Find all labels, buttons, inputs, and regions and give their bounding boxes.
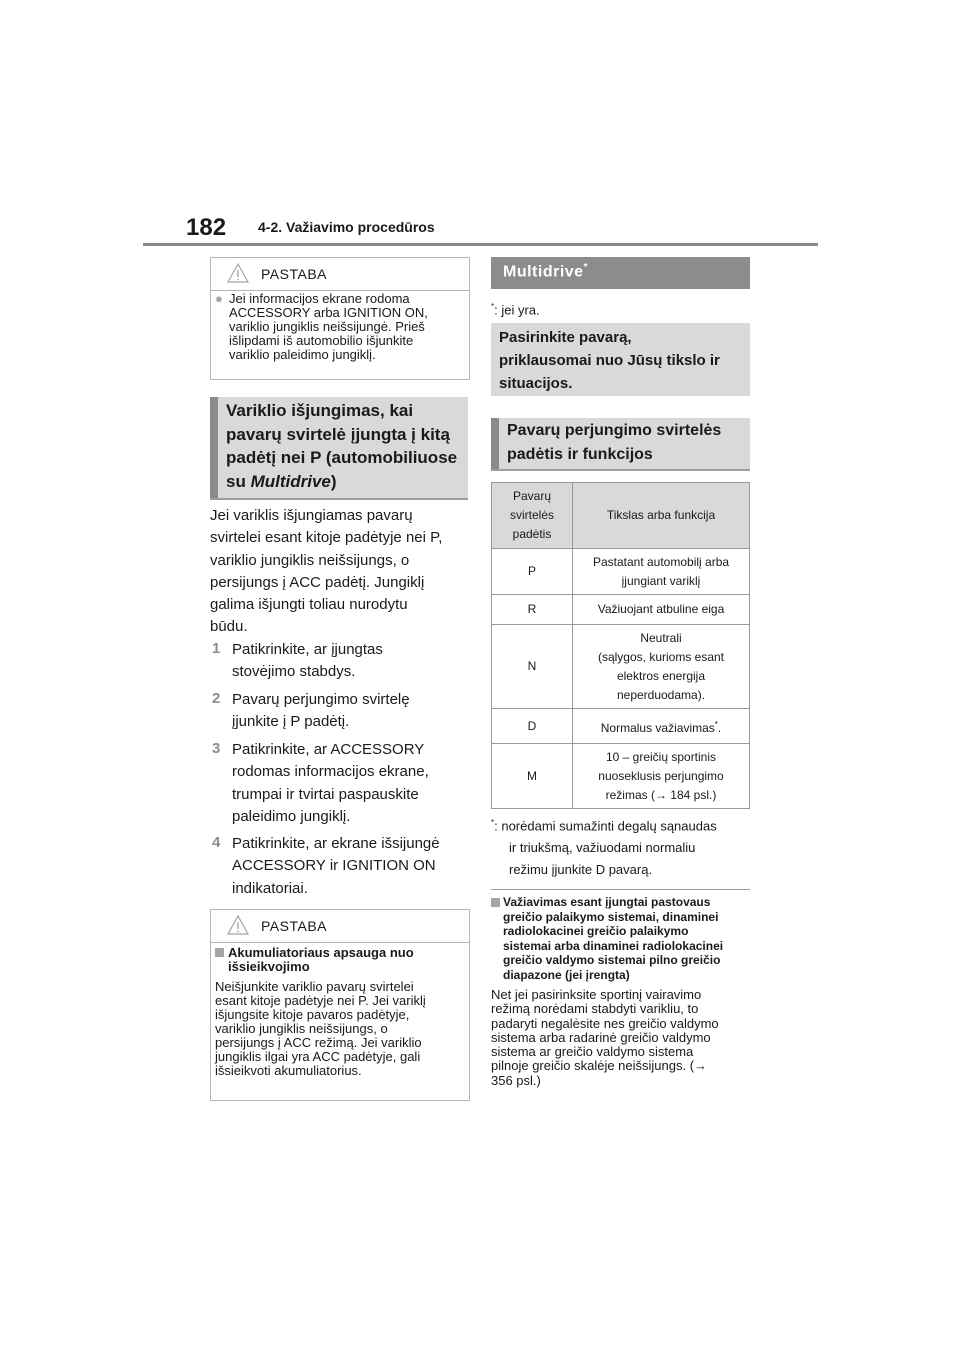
table-row [492,625,750,709]
notice-text: Jei informacijos ekrane rodoma ACCESSORY arba IGNITION ON, variklio jungiklis neišsijungė. Prieš išlipdami iš automobilio išjunkite variklio paleidimo jungiklį. [229,291,428,362]
intro-paragraph: Jei variklis išjungiamas pavarų svirtelei esant kitoje padėtyje nei P, variklio jungiklis neišsijungs, o persijungs į ACC padėtį. Jungiklį galima išjungti toliau nurodytu būdu. [210,507,443,636]
table-header-row [492,483,750,549]
table-row [492,744,750,809]
notice-box [210,257,470,380]
positions-heading: Pavarų perjungimo svirtelės padėtis ir funkcijos [491,418,750,471]
table-row [492,549,750,595]
gear-position: D [492,709,573,744]
heading-accent [210,397,218,498]
multidrive-heading: Multidrive* [491,257,750,289]
square-bullet-icon [491,898,500,907]
step-number: 2 [212,690,221,707]
table-row [492,709,750,744]
bullet-icon: ● [215,291,223,306]
heading-accent [491,418,499,469]
gear-position: N [492,625,573,709]
header-rule [143,243,818,246]
gear-function: Neutrali (sąlygos, kurioms esant elektros energija neperduodama). [573,625,750,709]
footnote: *: jei yra. [491,302,540,318]
step-number: 4 [212,834,221,851]
notice-box [210,909,470,1101]
step-number: 1 [212,640,221,657]
gear-position: M [492,744,573,809]
steps-list: 1 Patikrinkite, ar įjungtas stovėjimo stabdys. 2 Pavarų perjungimo svirtelę įjunkite į P padėtį. 3 Patikrinkite, ar ACCESSORY rodomas informacijos ekrane, trumpai ir tvirtai paspauskite paleidimo jungiklį. 4 Patikrinkite, ar ekrane išsijungė ACCESSORY ir IGNITION ON indikatoriai. [212,640,440,897]
table-row [492,595,750,625]
subsection [491,895,753,1088]
gear-positions-table [491,482,750,809]
section-title: 4-2. Važiavimo procedūros [258,219,435,235]
notice-subheading: Akumuliatoriaus apsauga nuo išsieikvojimo [215,946,465,974]
notice-text: Akumuliatoriaus apsauga nuo išsieikvojimo Neišjunkite variklio pavarų svirtelei esant kitoje padėtyje nei P. Jei variklį išjungsite kitoje pavaros padėtyje, variklio jungiklis neišsijungs, o persijungs į ACC režimą. Jei variklio jungiklis ilgai yra ACC padėtyje, gali išsieikvoti akumuliatorius. [215,946,465,1078]
heading-text: Variklio išjungimas, kai pavarų svirtelė įjungta į kitą padėtį nei P (automobiliuose su Multidrive) [226,401,458,491]
divider [491,889,750,890]
gear-function: Normalus važiavimas*. [573,709,750,744]
gear-position: R [492,595,573,625]
section-heading [210,397,468,500]
footnote: *: norėdami sumažinti degalų sąnaudas ir triukšmą, važiuodami normaliu režimu įjunkite D pavarą. [491,818,717,878]
notice-title: PASTABA [261,266,328,282]
subsection-title: Važiavimas esant įjungtai pastovaus greičio palaikymo sistemai, dinaminei radiolokacinei greičio palaikymo sistemai arba dinaminei radiolokacinei greičio valdymo sistemai pilno greičio diapazone (jei įrengta) [491,895,753,982]
warning-triangle-icon [227,915,249,935]
square-bullet-icon [215,948,224,957]
subsection-text: Net jei pasirinksite sportinį vairavimo režimą norėdami stabdyti varikliu, to padaryti negalėsite nes greičio valdymo sistema arba radarinė greičio valdymo sistema ar greičio valdymo sistema pilnoje greičio skalėje neišsijungs. (→ 356 psl.) [491,987,719,1088]
column-header: Pavarų svirtelės padėtis [492,483,573,549]
gear-function: 10 – greičių sportinis nuoseklusis perjungimo režimas (→ 184 psl.) [573,744,750,809]
notice-title: PASTABA [261,918,328,934]
gear-function: Pastatant automobilį arba įjungiant variklį [573,549,750,595]
step-number: 3 [212,740,221,757]
column-header: Tikslas arba funkcija [573,483,750,549]
summary-box: Pasirinkite pavarą, priklausomai nuo Jūsų tikslo ir situacijos. [491,323,750,396]
gear-position: P [492,549,573,595]
notice-header [211,910,469,943]
notice-header [211,258,469,291]
gear-function: Važiuojant atbuline eiga [573,595,750,625]
page-number: 182 [186,214,227,241]
warning-triangle-icon [227,263,249,283]
